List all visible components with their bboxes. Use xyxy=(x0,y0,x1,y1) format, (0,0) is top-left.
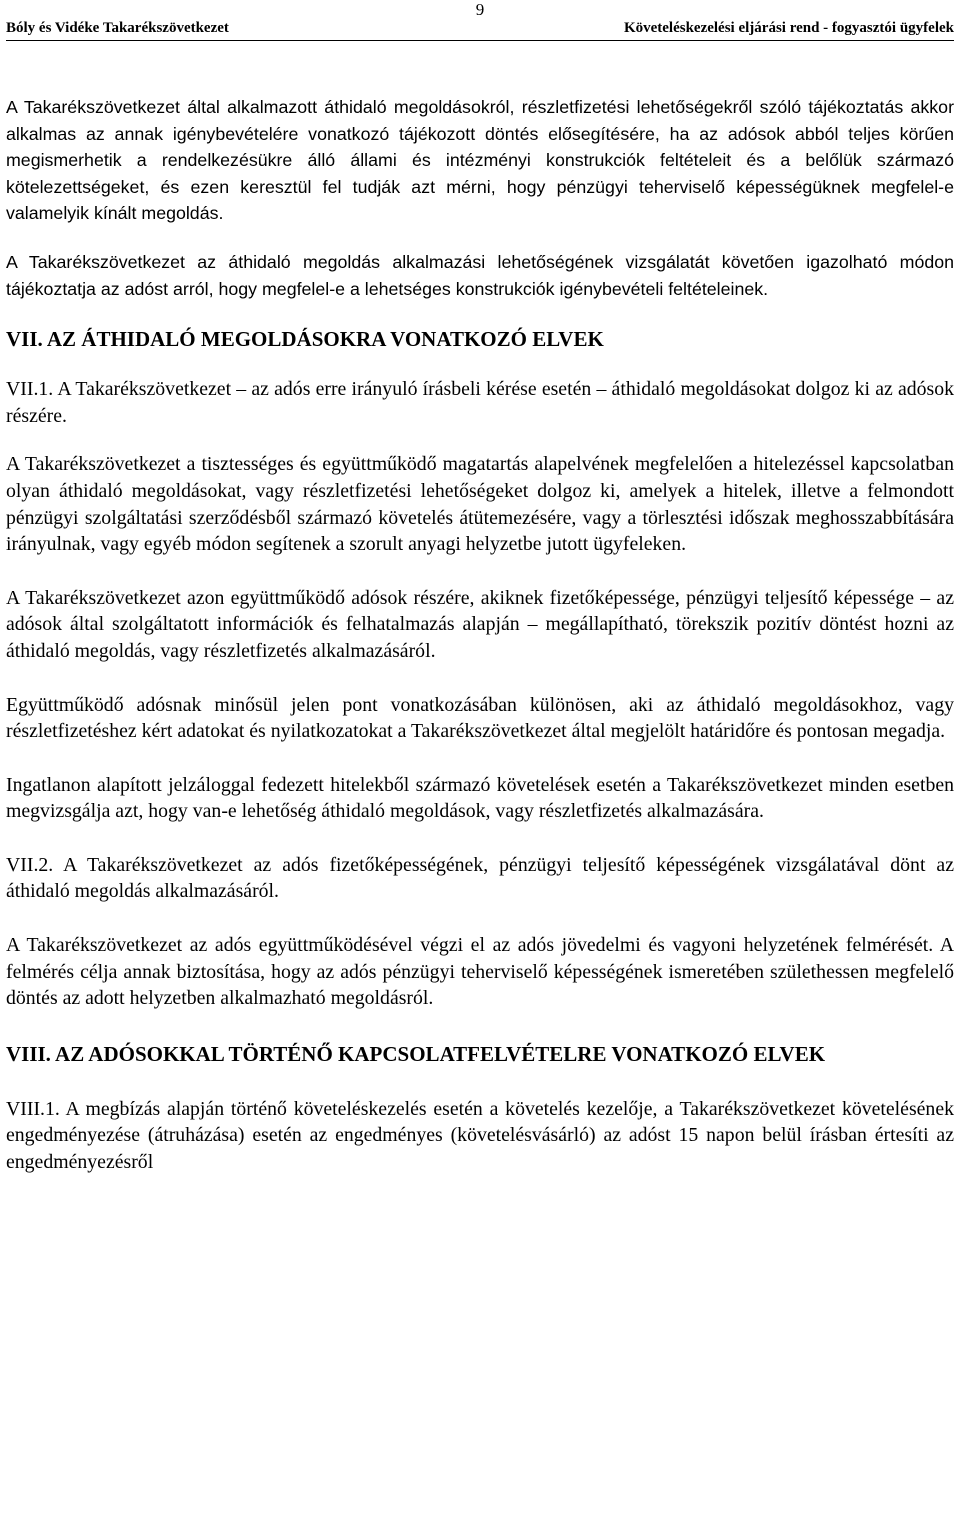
paragraph-mortgage-loans: Ingatlanon alapított jelzáloggal fedezett hitelekből származó követelések esetén a Takarékszövetkezet minden esetben megvizsgálja azt, hogy van-e lehetőség áthidaló megoldások, vagy részletfizetés alkalmazására. xyxy=(6,773,954,823)
paragraph-viii-1: VIII.1. A megbízás alapján történő követeléskezelés esetén a követelés kezelője, a Takarékszövetkezet követelésének engedményezése (átruházása) esetén az engedményes (követelésvásárló) az adóst 15 napon belül írásban értesíti az engedményezésről xyxy=(6,1097,954,1174)
document-body xyxy=(6,94,954,1176)
paragraph-vii-1: VII.1. A Takarékszövetkezet – az adós erre irányuló írásbeli kérése esetén – áthidaló megoldásokat dolgoz ki az adósok részére. xyxy=(6,378,954,427)
paragraph-cooperative-conduct: A Takarékszövetkezet a tisztességes és együttműködő magatartás alapelvének megfelelően a hitelezéssel kapcsolatban olyan áthidaló megoldásokat, vagy részletfizetési lehetőségeket dolgoz ki, amelyek a hitelek, illetve a felmondott pénzügyi szolgáltatási szerződésből származó követelés átütemezésére, vagy a törlesztési időszak meghosszabbítására irányulnak, vagy egyéb módon segítenek a szorult anyagi helyzetbe jutott ügyfeleken. xyxy=(6,453,954,556)
paragraph-vii-2: VII.2. A Takarékszövetkezet az adós fizetőképességének, pénzügyi teljesítő képességének vizsgálatával dönt az áthidaló megoldás alkalmazásáról. xyxy=(6,853,954,903)
paragraph-bridging-verification: A Takarékszövetkezet az áthidaló megoldás alkalmazási lehetőségének vizsgálatát követően igazolható módon tájékoztatja az adóst arról, hogy megfelel-e a lehetséges konstrukciók igénybevételi feltételeinek. xyxy=(6,251,954,299)
paragraph-cooperating-debtors: A Takarékszövetkezet azon együttműködő adósok részére, akiknek fizetőképessége, pénzügyi teljesítő képessége – az adósok által szolgáltatott információk és felhatalmazás alapján – megállapítható, törekszik pozitív döntést hozni az áthidaló megoldás, vagy részletfizetés alkalmazásáról. xyxy=(6,586,954,662)
header-institution-name: Bóly és Vidéke Takarékszövetkezet xyxy=(6,20,229,36)
section-heading-viii: VIII. AZ ADÓSOKKAL TÖRTÉNŐ KAPCSOLATFELVÉTELRE VONATKOZÓ ELVEK xyxy=(6,1041,826,1066)
paragraph-income-assessment: A Takarékszövetkezet az adós együttműködésével végzi el az adós jövedelmi és vagyoni helyzetének felmérését. A felmérés célja annak biztosítása, hogy az adós pénzügyi teherviselő képességének ismeretében születhessen megfelelő döntés az adott helyzetben alkalmazható megoldásról. xyxy=(6,934,954,1010)
header-document-title: Követeléskezelési eljárási rend - fogyasztói ügyfelek xyxy=(623,20,954,36)
page-number: 9 xyxy=(475,0,485,19)
section-heading-vii: VII. AZ ÁTHIDALÓ MEGOLDÁSOKRA VONATKOZÓ ELVEK xyxy=(6,327,604,352)
running-header xyxy=(6,18,954,41)
paragraph-cooperating-debtor-definition: Együttműködő adósnak minősül jelen pont vonatkozásában különösen, aki az áthidaló megoldásokhoz, vagy részletfizetéshez kért adatokat és nyilatkozatokat a Takarékszövetkezet által megjelölt határidőre és pontosan megadja. xyxy=(6,693,954,743)
paragraph-bridging-info: A Takarékszövetkezet által alkalmazott áthidaló megoldásokról, részletfizetési lehetőségekről szóló tájékoztatás akkor alkalmas az annak igénybevételére vonatkozó tájékozott döntés elősegítésére, ha az adósok abból teljes körűen megismerhetik a rendelkezésükre álló állami és intézményi konstrukciók feltételeit és a belőlük származó kötelezettségeket, és ezen keresztül fel tudják azt mérni, hogy pénzügyi teherviselő képességüknek megfelel-e valamelyik kínált megoldás. xyxy=(6,97,954,224)
